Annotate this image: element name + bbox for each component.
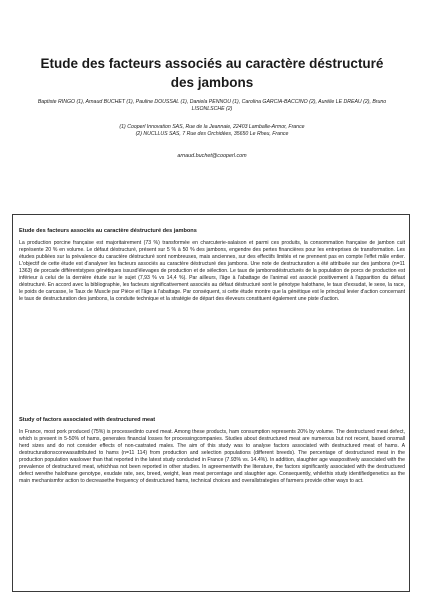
french-abstract-body: La production porcine française est majoritairement (73 %) transformée en charcuterie-salaison et parmi ces produits, la consommation française de jambon cuit représente 20 % en volume. Le défaut déstructuré, présent sur 5 % à 50 % des jambons, engendre des pertes financières pour les entreprises de transformation. Les études publiées sur la prévalence du caractère déstructuré sont nombreuses, mais anciennes, sur des effectifs limités et ne prennent pas en compte l'effet mâle entier. L'objectif de cette étude est d'analyser les facteurs associés au caractère déstructuré des jambons. Une note de destructuration a été attribuée sur des jambons (n=11 1363) de porcade différentstypes génétiques issusd'élevages de production et de sélection. Le taux de jambonsdéstructurés de la population de porcs de production est inférieur à celui de la dernière étude sur le sujet (7,93 % vs 14,4 %). Par ailleurs, l'âge à l'abattage de l'animal est associé positivement à l'apparition du défaut déstructuré. En accord avec la bibliographie, les facteurs significativement associés au défaut déstructuré sont le génotype halothane, le taux d'exsudat, le sexe, la race, le poids de carcasse, le Taux de Muscle par Pièce et l'âge à l'abattage. Par conséquent, si cette étude montre que la génétique est le principal levier d'action concernant le taux de destructuration des jambons, la conduite technique et la stratégie de départ des éleveurs constituent également une piste d'action. bbox=[19, 240, 405, 303]
french-abstract-title: Etude des facteurs associés au caractère déstructuré des jambons bbox=[19, 228, 197, 234]
affiliation-2: (2) NUCLLUS SAS, 7 Rue des Orchidées, 35650 Le Rheu, France bbox=[135, 131, 289, 138]
author-list: Baptiste RINGO (1), Arnaud BUCHET (1), Pauline DOUSSAL (1), Daniela PENNOU (1), Carolina GARCIA-BACCINO (2), Aurélie LE DREAU (2), Bruno LISONLSCHE (2) bbox=[37, 99, 387, 113]
contact-email: arnaud.buchet@cooperl.com bbox=[177, 153, 247, 159]
affiliations bbox=[26, 124, 398, 139]
english-abstract-title: Study of factors associated with destructured meat bbox=[19, 417, 156, 423]
english-abstract-body: In France, most pork produced (75%) is processedinto cured meat. Among these products, ham consumption represents 20% by volume. The destructured meat defect, which is present in 5-50% of hams, generates financial losses for processingcompanies. Studies about destructured meat are numerous but not recent, based onsmall herd sizes and do not consider effects of non-castrated males. The aim of this study was to analyse factors associated with destructured meat of hams. A destructurationscorewasattributed to hams (n=11 114) from production and selection populations (different breeds). The percentage of destructured meat in the production population waslower than that reported in the latest study conducted in France (7.93% vs. 14.4%). In addition, slaughter age waspositively associated with the prevalence of destructured meat, whichhas not been reported in other studies. In agreementwith the literature, the factors significantly associated with the destructured defect werethe halothane genotype, exudate rate, sex, breed, weight, lean meat percentage and slaughter age. Consequently, whilethis study identifiedgenetics as the main mechanismfor action to decreasethe frequency of destructured hams, technical choices and overallstrategies of farmers provide other ways to act. bbox=[19, 429, 405, 485]
affiliation-1: (1) Cooperl Innovation SAS, Rue de la Jeannaie, 22403 Lamballe-Armor, France bbox=[119, 124, 305, 130]
paper-title: Etude des facteurs associés au caractère déstructuré des jambons bbox=[40, 56, 384, 90]
